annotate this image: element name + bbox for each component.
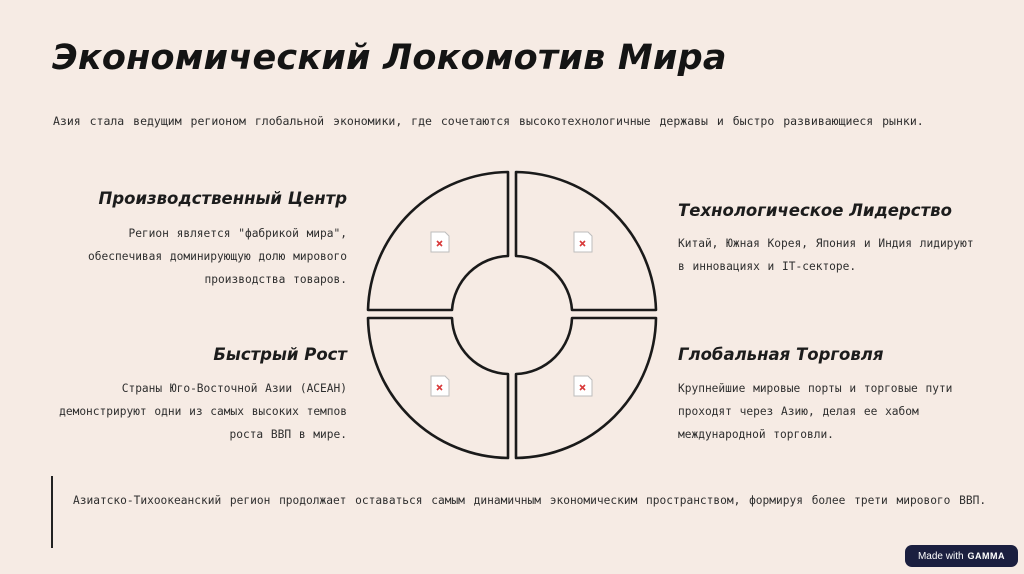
production-text: Регион является "фабрикой мира", обеспечивая доминирующую долю мирового производства товаров. xyxy=(88,227,347,286)
quote-divider xyxy=(51,476,53,548)
slide-intro: Азия стала ведущим регионом глобальной экономики, где сочетаются высокотехнологичные державы и быстро развивающиеся рынки. xyxy=(53,114,924,128)
made-with-gamma-badge[interactable] xyxy=(905,545,1018,567)
quote-text: Азиатско-Тихоокеанский регион продолжает оставаться самым динамичным экономическим пространством, формируя более трети мирового ВВП. xyxy=(73,494,987,507)
badge-prefix: Made with xyxy=(917,550,964,562)
broken-image-icon xyxy=(574,376,592,396)
production-title: Производственный Центр xyxy=(98,189,347,208)
technology-block xyxy=(678,201,978,278)
broken-image-icon xyxy=(574,232,592,252)
growth-block xyxy=(47,345,347,446)
quadrant-ring-diagram xyxy=(360,164,664,464)
trade-title: Глобальная Торговля xyxy=(678,345,884,364)
technology-text: Китай, Южная Корея, Япония и Индия лидируют в инновациях и IT-секторе. xyxy=(678,237,974,273)
growth-text: Страны Юго-Восточной Азии (АСЕАН) демонстрируют одни из самых высоких темпов роста ВВП в мире. xyxy=(59,382,347,441)
broken-image-icon xyxy=(431,376,449,396)
broken-image-icon xyxy=(431,232,449,252)
technology-title: Технологическое Лидерство xyxy=(678,201,952,220)
badge-brand: GAMMA xyxy=(967,551,1006,561)
growth-title: Быстрый Рост xyxy=(213,345,347,364)
trade-block xyxy=(678,345,978,446)
slide-title: Экономический Локомотив Мира xyxy=(52,38,727,78)
trade-text: Крупнейшие мировые порты и торговые пути проходят через Азию, делая ее хабом международной торговли. xyxy=(678,382,953,441)
production-block xyxy=(47,189,347,291)
